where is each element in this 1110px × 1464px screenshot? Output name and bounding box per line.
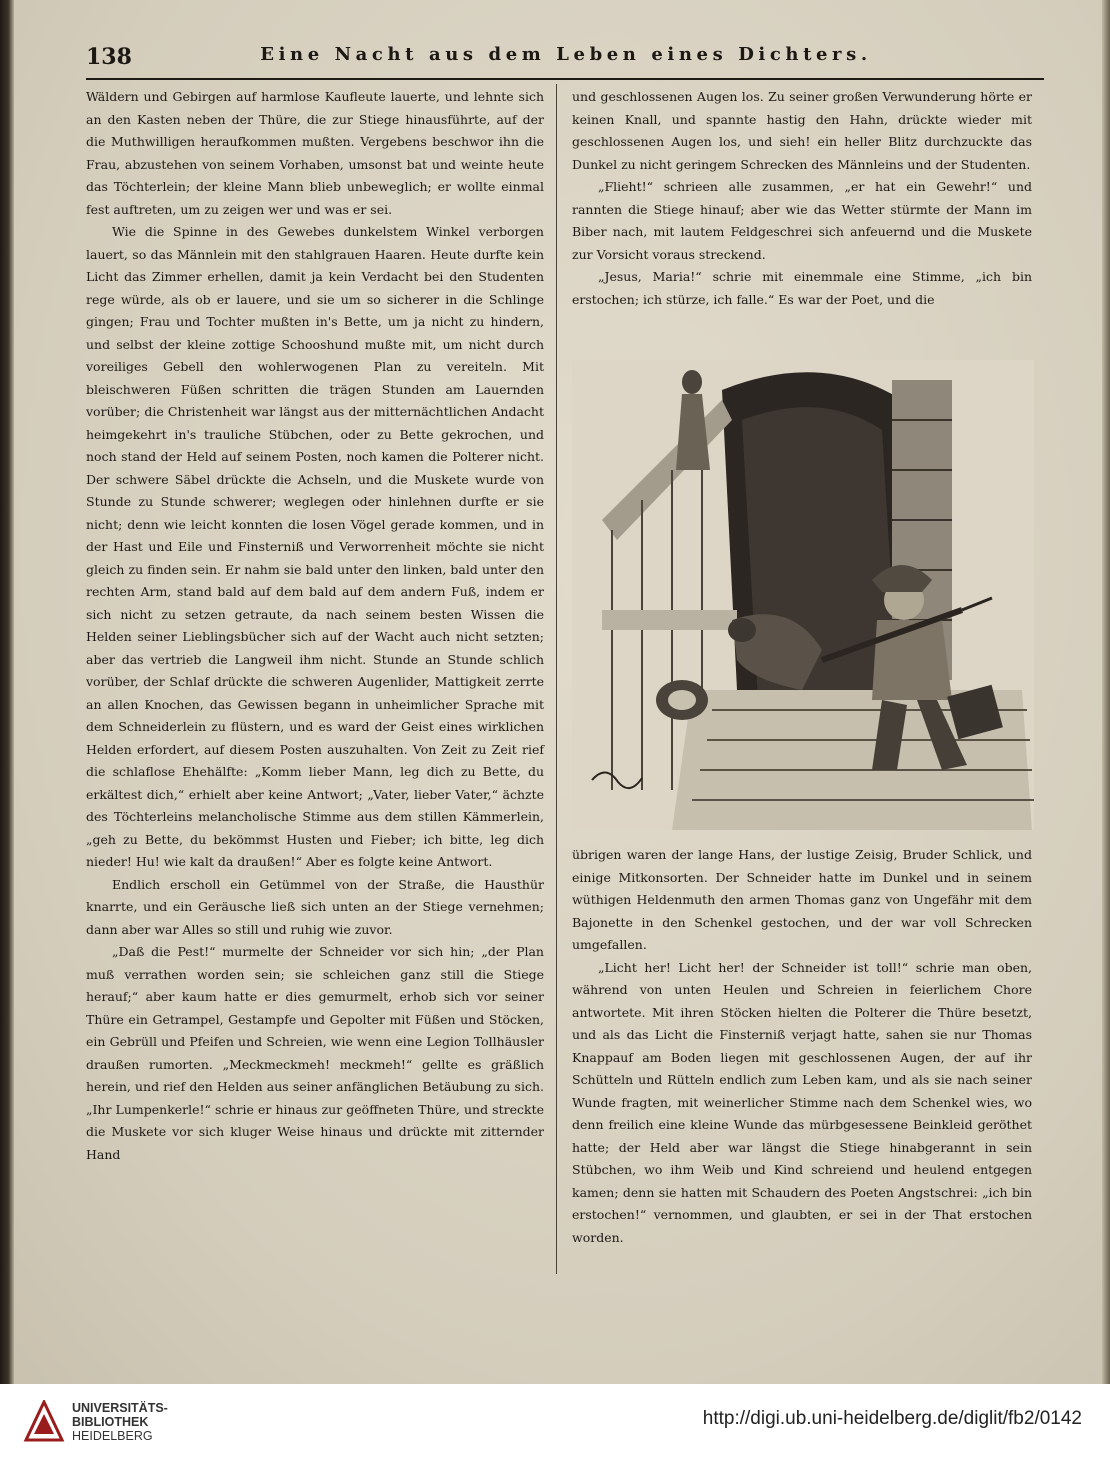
page-number: 138 — [86, 44, 132, 70]
library-name-line: BIBLIOTHEK — [72, 1415, 149, 1429]
paragraph: „Flieht!“ schrieen alle zusammen, „er hat ein Gewehr!“ und rannten die Stiege hinauf; aber wie das Wetter stürmte der Mann im Biber nach, mit lautem Feldgeschrei sich anfeuernd und die Muskete zur Vorsicht voraus streckend. — [572, 179, 1032, 262]
paragraph: „Daß die Pest!“ murmelte der Schneider vor sich hin; „der Plan muß verrathen worden sein; sie schleichen ganz still die Stiege herauf;“ aber kaum hatte er dies gemurmelt, erhob sich vor seiner Thüre ein Getrampel, Gestampfe und Gepolter mit Füßen und Stöcken, ein Gebrüll und Pfeifen und Schreien, wie wenn eine Legion Tollhäusler draußen rumorten. „Meckmeckmeh! meckmeh!“ gellte es gräßlich herein, und rief den Helden aus seiner anfänglichen Betäubung zu sich. „Ihr Lumpenkerle!“ schrie er hinaus zur geöffneten Thüre, und streckte die Muskete vor sich kluger Weise hinaus und drückte mit zitternder Hand — [86, 944, 544, 1162]
university-library-logo-icon — [22, 1400, 66, 1444]
running-title: Eine Nacht aus dem Leben eines Dichters. — [260, 44, 872, 65]
library-footer — [0, 1384, 1110, 1464]
paragraph: „Licht her! Licht her! der Schneider ist toll!“ schrie man oben, während von unten Heulen und Schreien in feierlichem Chore antwortete. Mit ihren Stöcken hielten die Polterer die Thüre besetzt, und als das Licht die Finsterniß verjagt hatte, sahen sie nur Thomas Knappauf am Boden liegen mit geschlossenen Augen, der auf ihr Schütteln und Rütteln endlich zum Leben kam, und als sie nach seiner Wunde fragten, mit weinerlicher Stimme nach dem Schenkel wies, wo denn freilich eine kleine Wunde das mürbgesessene Beinkleid geröthet hatte; der Held aber war längst die Stiege hinabgerannt in sein Stübchen, wo ihm Weib und Kind schreiend und heulend entgegen kamen; denn sie hatten mit Schaudern des Poeten Angstschrei: „ich bin erstochen!“ vernommen, und glaubten, er sei in der That erstochen worden. — [572, 959, 1032, 1245]
paragraph: übrigen waren der lange Hans, der lustige Zeisig, Bruder Schlick, und einige Mitkonsorten. Der Schneider hatte im Dunkel und in seinem wüthigen Heldenmuth den armen Thomas ganz von Ungefähr mit dem Bajonette in den Schenkel gestochen, und der war voll Schrecken umgefallen. — [572, 847, 1032, 952]
paragraph: „Jesus, Maria!“ schrie mit einemmale eine Stimme, „ich bin erstochen; ich stürze, ich falle.“ Es war der Poet, und die — [572, 269, 1032, 307]
page-header — [86, 44, 1044, 80]
left-column — [86, 86, 544, 1166]
book-spine-shadow — [0, 0, 14, 1384]
column-divider — [556, 84, 557, 1274]
page-edge — [1102, 0, 1110, 1384]
engraving-illustration — [572, 360, 1034, 830]
paragraph: Wie die Spinne in des Gewebes dunkelstem Winkel verborgen lauert, so das Männlein mit den stahlgrauen Haaren. Heute durfte kein Licht das Zimmer erhellen, damit ja kein Verdacht bei den Studenten rege würde, als ob er lauere, und sie um so sicherer in die Schlinge gingen; Frau und Tochter mußten in's Bette, um ja nicht zu hindern, und selbst der kleine zottige Schooshund mußte mit, um nicht durch voreiliges Gebell den wohlerwogenen Plan zu vereiteln. Mit bleischweren Füßen schritten die trägen Stunden am Lauernden vorüber; die Christenheit war längst aus der mitternächtlichen Andacht heimgekehrt in's trauliche Stübchen, oder zu Bette gekrochen, und noch stand der Held auf seinem Posten, noch kamen die Polterer nicht. Der schwere Säbel drückte die Achseln, und die Muskete wurde von Stunde zu Stunde schwerer; weglegen oder hinlehnen durfte er sie nicht; denn wie leicht konnten die losen Vögel gerade kommen, und in der Hast und Eile und Finsterniß und Verworrenheit möchte sie nicht gleich zu finden sein. Er nahm sie bald unter den linken, bald unter den rechten Arm, stand bald auf dem bald auf dem andern Fuß, indem er sich nicht zu setzen getraute, da nach seinem besten Wissen die Helden seiner Lieblingsbücher sich auf der Wacht auch nicht setzten; aber das vertrieb die Langweil ihm nicht. Stunde an Stunde schlich vorüber, der Schlaf drückte die schweren Augenlider, Mattigkeit zerrte an allen Knochen, das Gewissen begann in unheimlicher Sprache mit dem Schneiderlein zu flüstern, und es ward der Geist eines wirklichen Helden erfordert, auf diesem Posten auszuhalten. Von Zeit zu Zeit rief die schlaflose Ehehälfte: „Komm lieber Mann, leg dich zu Bette, du erkältest dich,“ erhielt aber keine Antwort; „Vater, lieber Vater,“ ächzte des Töchterleins melancholische Stimme aus dem stillen Kämmerlein, „geh zu Bette, du bekömmst Husten und Fieber; ich bitte, leg dich nieder! Hu! wie kalt da draußen!“ Aber es folgte keine Antwort. — [86, 224, 544, 869]
library-name-line: UNIVERSITÄTS- — [72, 1401, 168, 1415]
library-name — [72, 1401, 212, 1443]
library-name-line: HEIDELBERG — [72, 1429, 153, 1443]
paragraph: Endlich erscholl ein Getümmel von der Straße, die Hausthür knarrte, und ein Geräusche ließ sich unten an der Stiege vernehmen; dann aber war Alles so still und ruhig wie zuvor. — [86, 876, 544, 937]
right-column-top — [572, 86, 1032, 311]
paragraph: und geschlossenen Augen los. Zu seiner großen Verwunderung hörte er keinen Knall, und spannte hastig den Hahn, drückte wieder mit geschlossenen Augen los, und sieh! ein heller Blitz durchzuckte das Dunkel zu nicht geringem Schrecken des Männleins und der Studenten. — [572, 89, 1032, 172]
right-column-bottom — [572, 844, 1032, 1249]
permalink-url[interactable]: http://digi.ub.uni-heidelberg.de/diglit/fb2/0142 — [702, 1408, 1082, 1429]
paragraph: Wäldern und Gebirgen auf harmlose Kaufleute lauerte, und lehnte sich an den Kasten neben der Thüre, die zur Stiege hinausführte, auf der die Muthwilligen heraufkommen mußten. Vergebens beschwor ihn die Frau, abzustehen von seinem Vorhaben, umsonst bat und weinte heute das Töchterlein; der kleine Mann blieb unbeweglich; er wollte einmal fest auftreten, um zu zeigen wer und was er sei. — [86, 89, 544, 217]
